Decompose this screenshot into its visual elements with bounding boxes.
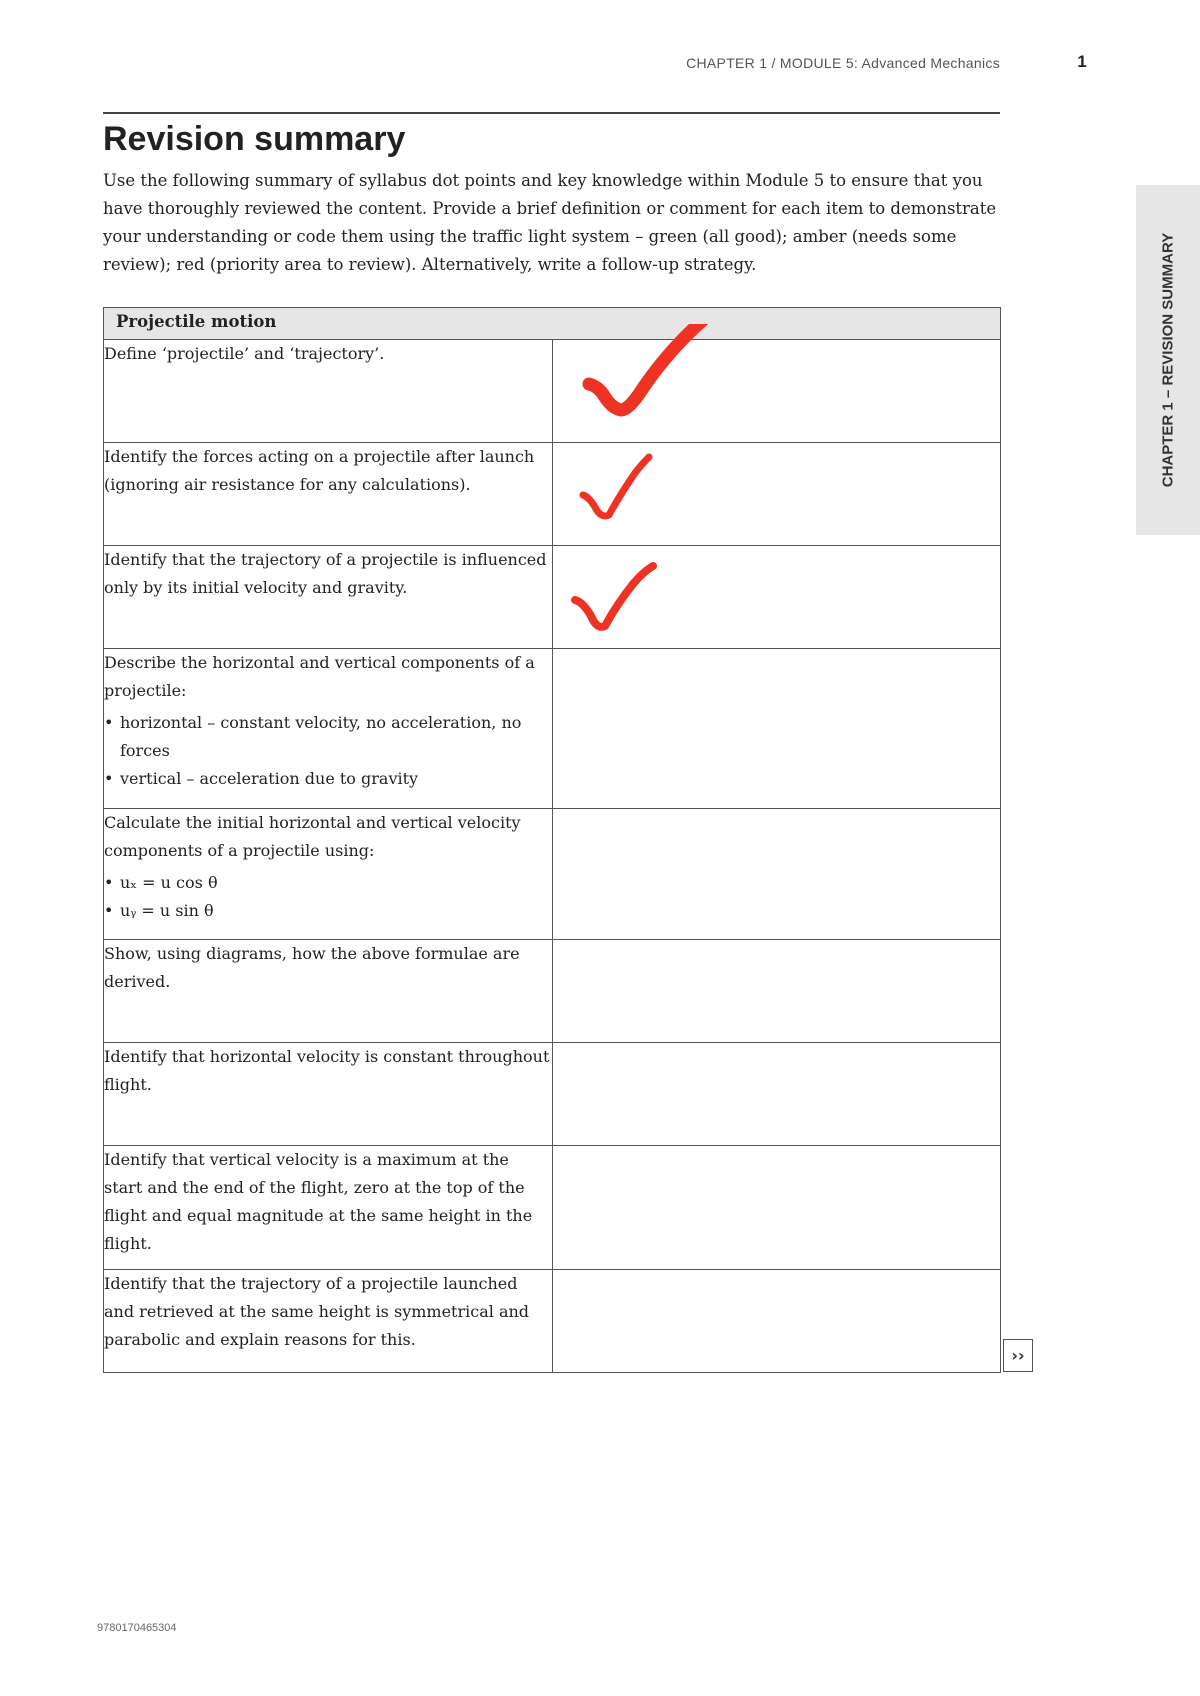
page-number: 1 (1077, 52, 1087, 71)
response-cell[interactable] (552, 940, 1001, 1043)
response-cell[interactable] (552, 1270, 1001, 1373)
item-description: Define ‘projectile’ and ‘trajectory’. (104, 344, 385, 363)
response-cell[interactable] (552, 340, 1001, 443)
item-text (104, 546, 553, 649)
response-cell[interactable] (552, 809, 1001, 940)
bullet-list (104, 709, 552, 793)
item-text (104, 1043, 553, 1146)
table-row (104, 443, 1001, 546)
response-cell[interactable] (552, 443, 1001, 546)
check-mark-icon (577, 453, 657, 523)
item-description: Describe the horizontal and vertical components of a projectile: (104, 653, 535, 700)
table-row (104, 546, 1001, 649)
bullet-item: • horizontal – constant velocity, no acceleration, no forces (104, 709, 552, 765)
item-text (104, 809, 553, 940)
check-mark-icon (567, 560, 667, 635)
item-description: Identify that the trajectory of a projectile launched and retrieved at the same height is symmetrical and parabolic and explain reasons for this. (104, 1274, 530, 1349)
table-row (104, 1270, 1001, 1373)
item-description: Identify that horizontal velocity is constant throughout flight. (104, 1047, 550, 1094)
table-row (104, 940, 1001, 1043)
item-description: Show, using diagrams, how the above formulae are derived. (104, 944, 520, 991)
formula-item: • uᵧ = u sin θ (104, 897, 552, 925)
response-cell[interactable] (552, 1043, 1001, 1146)
table-row (104, 1146, 1001, 1270)
item-description: Identify that vertical velocity is a maximum at the start and the end of the flight, zero at the top of the flight and equal magnitude at the same height in the flight. (104, 1150, 533, 1253)
revision-table (103, 307, 1001, 1373)
running-header: CHAPTER 1 / MODULE 5: Advanced Mechanics (686, 55, 1000, 71)
header-rule (103, 112, 1000, 114)
table-heading-row (104, 308, 1001, 340)
next-page-arrow[interactable]: ›› (1003, 1339, 1033, 1372)
check-mark-icon (577, 324, 717, 434)
item-text (104, 340, 553, 443)
page-title: Revision summary (103, 120, 406, 158)
intro-paragraph: Use the following summary of syllabus dot points and key knowledge within Module 5 to ensure that you have thoroughly reviewed the content. Provide a brief definition or comment for each item to demonstrate your understanding or code them using the traffic light system – green (all good); amber (needs some review); red (priority area to review). Alternatively, write a follow-up strategy. (103, 171, 997, 274)
bullet-item: • vertical – acceleration due to gravity (104, 765, 552, 793)
item-description: Calculate the initial horizontal and vertical velocity components of a projectile using: (104, 813, 521, 860)
response-cell[interactable] (552, 1146, 1001, 1270)
item-text (104, 1146, 553, 1270)
item-description: Identify that the trajectory of a projectile is influenced only by its initial velocity and gravity. (104, 550, 547, 597)
formula-item: • uₓ = u cos θ (104, 869, 552, 897)
item-description: Identify the forces acting on a projectile after launch (ignoring air resistance for any calculations). (104, 447, 535, 494)
chapter-side-tab (1136, 185, 1200, 535)
response-cell[interactable] (552, 649, 1001, 809)
item-text (104, 940, 553, 1043)
table-row (104, 340, 1001, 443)
item-text (104, 443, 553, 546)
table-row (104, 809, 1001, 940)
response-cell[interactable] (552, 546, 1001, 649)
table-heading: Projectile motion (104, 308, 1001, 340)
isbn: 9780170465304 (97, 1622, 177, 1634)
item-text (104, 649, 553, 809)
item-text (104, 1270, 553, 1373)
side-tab-label: CHAPTER 1 – REVISION SUMMARY (1159, 232, 1177, 488)
bullet-list (104, 869, 552, 925)
table-row (104, 649, 1001, 809)
table-row (104, 1043, 1001, 1146)
